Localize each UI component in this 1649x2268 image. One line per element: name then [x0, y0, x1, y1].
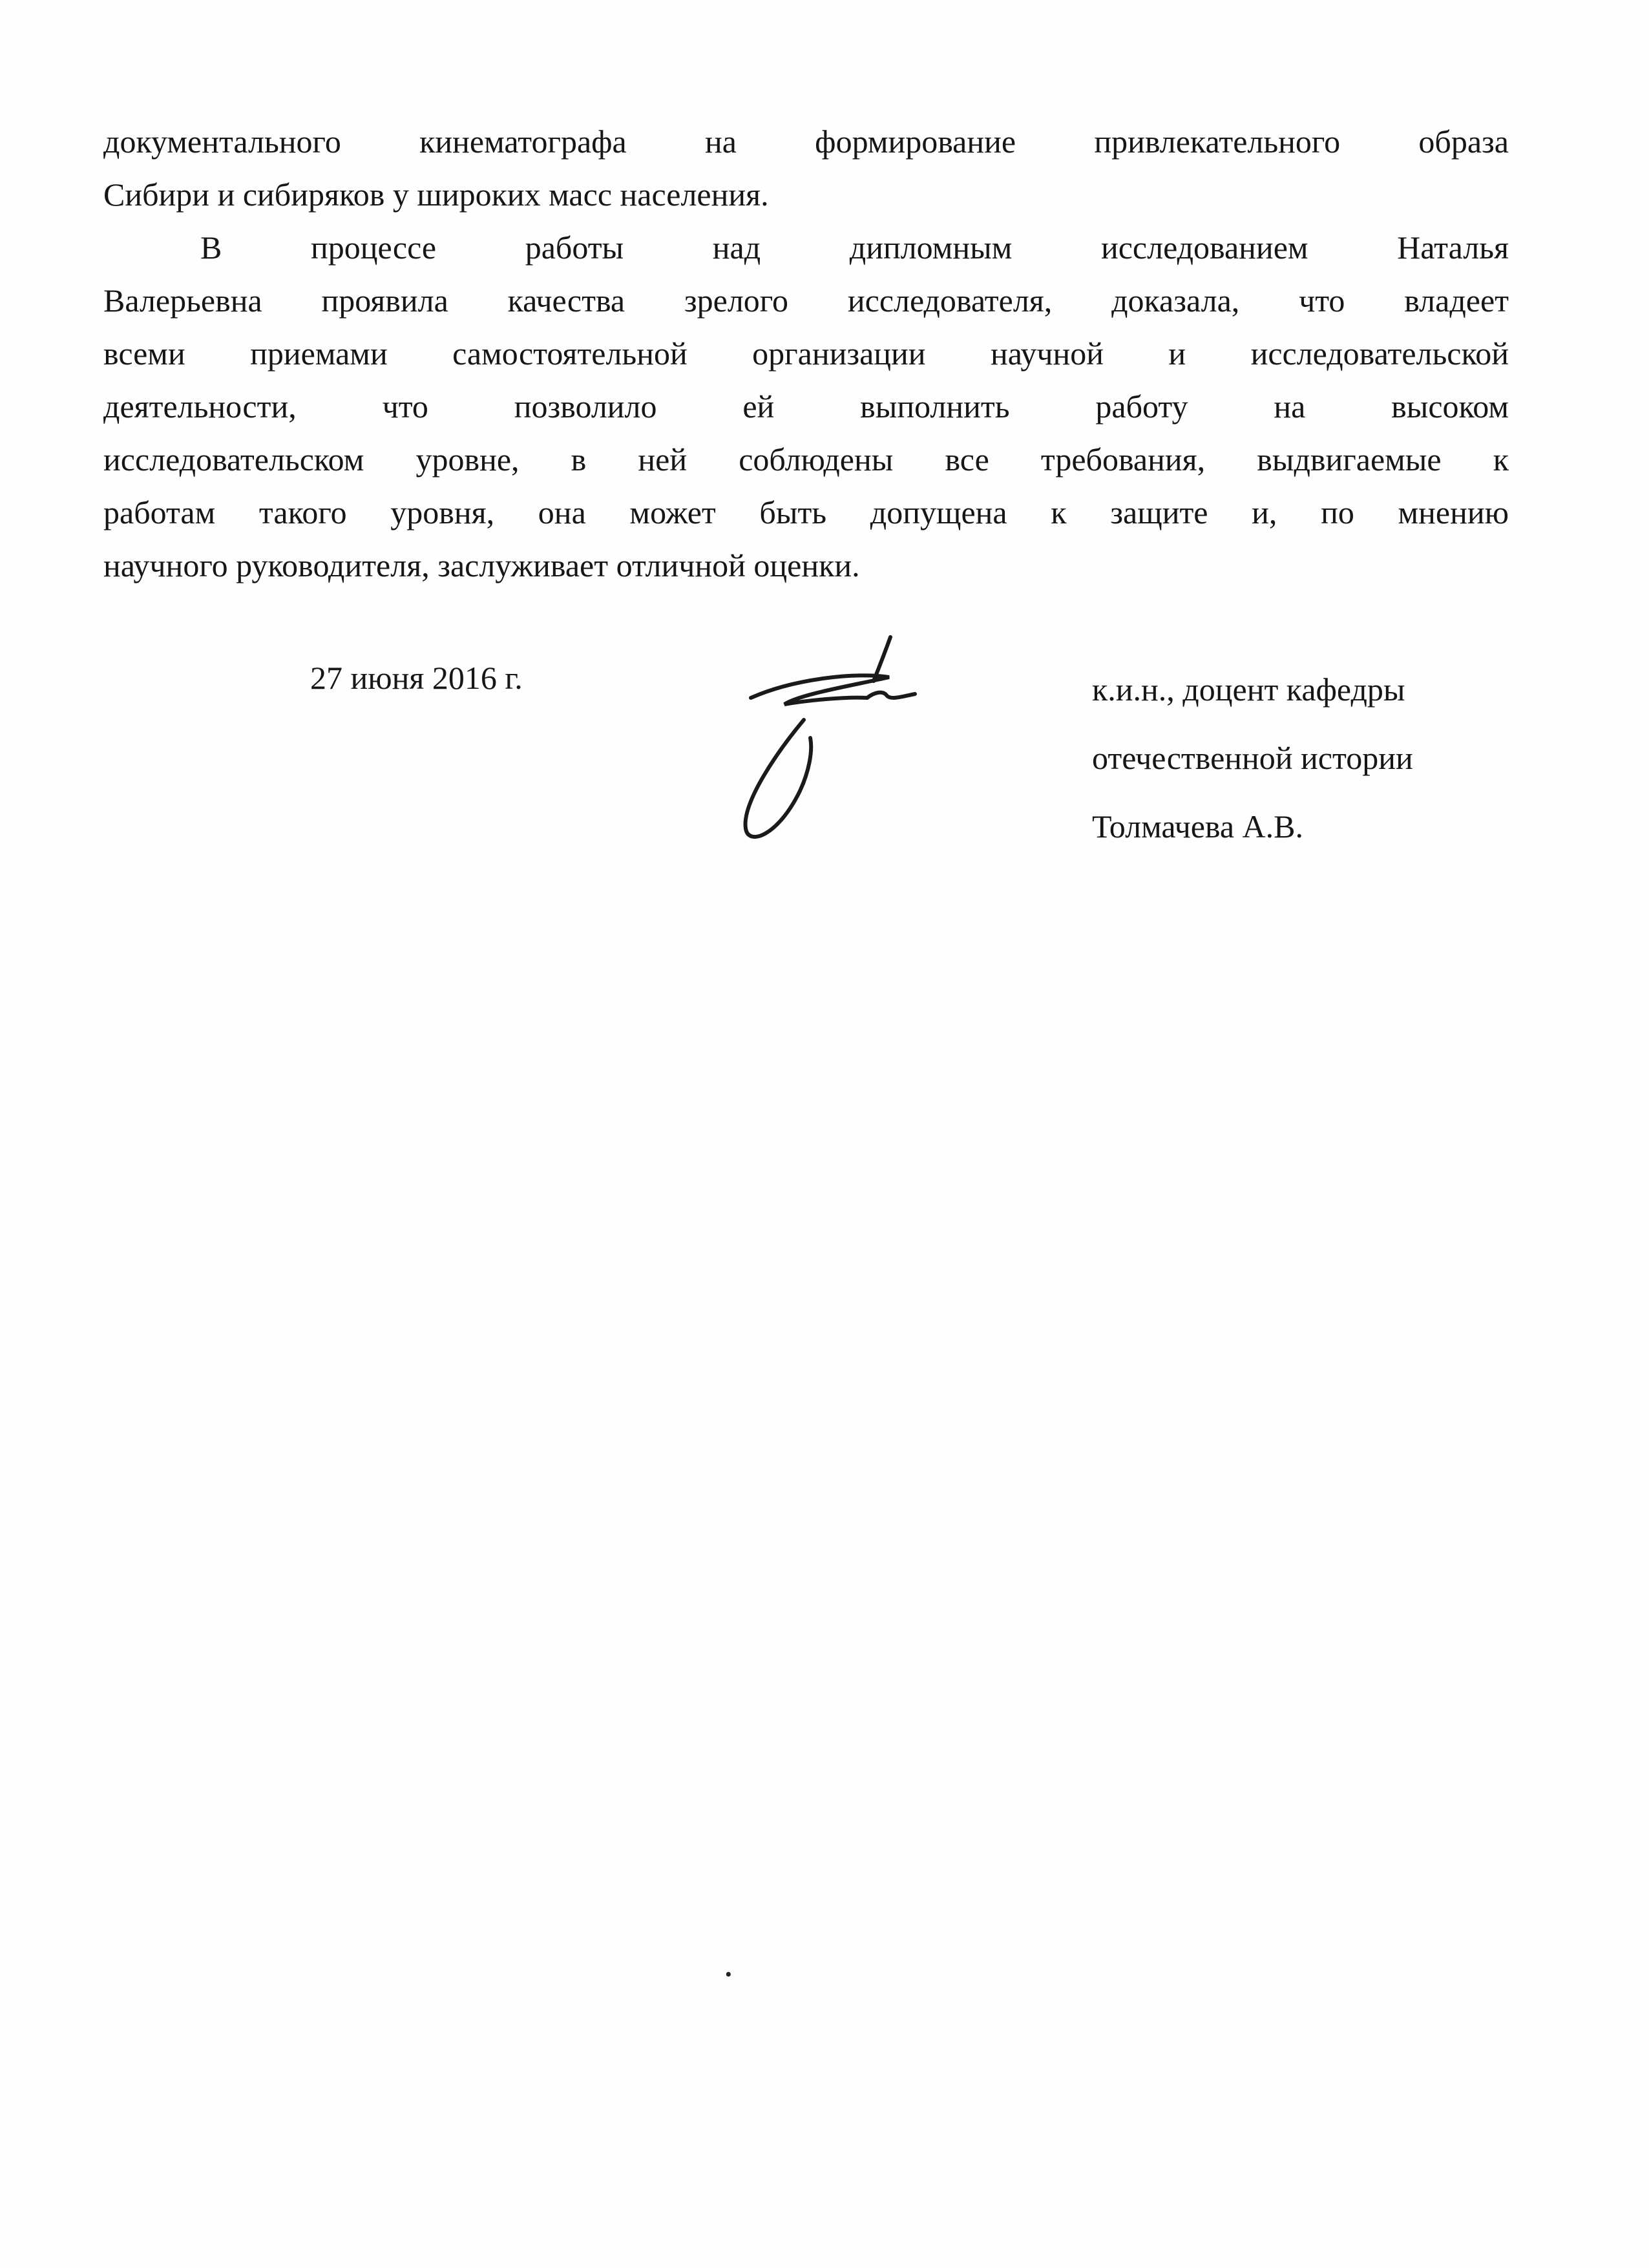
signer-title-line2: отечественной истории — [1092, 740, 1413, 776]
signer-identity — [1092, 655, 1413, 861]
paragraph2-line2: Валерьевна проявила качества зрелого исследователя, доказала, что владеет — [103, 282, 1509, 319]
paragraph1-line2: Сибири и сибиряков у широких масс населения. — [103, 176, 769, 213]
paragraph2-line7: научного руководителя, заслуживает отличной оценки. — [103, 547, 860, 583]
signature-block — [0, 646, 1649, 918]
paragraph2-line1: В процессе работы над дипломным исследованием Наталья — [200, 229, 1509, 266]
scan-artifact-dot: · — [724, 1958, 733, 1990]
paragraph2-line4: деятельности, что позволило ей выполнить работу на высоком — [103, 388, 1509, 425]
date-text: 27 июня 2016 г. — [310, 660, 523, 696]
paragraph1-line1: документального кинематографа на формирование привлекательного образа — [103, 123, 1509, 160]
signer-title-line1: к.и.н., доцент кафедры — [1092, 671, 1405, 708]
signer-name: Толмачева А.В. — [1092, 808, 1304, 845]
paragraph2-line5: исследовательском уровне, в ней соблюдены все требования, выдвигаемые к — [103, 441, 1509, 478]
body-text — [103, 115, 1509, 592]
signature-icon — [724, 633, 937, 853]
paragraph2-line3: всеми приемами самостоятельной организации научной и исследовательской — [103, 335, 1509, 372]
paragraph2-line6: работам такого уровня, она может быть допущена к защите и, по мнению — [103, 494, 1509, 530]
